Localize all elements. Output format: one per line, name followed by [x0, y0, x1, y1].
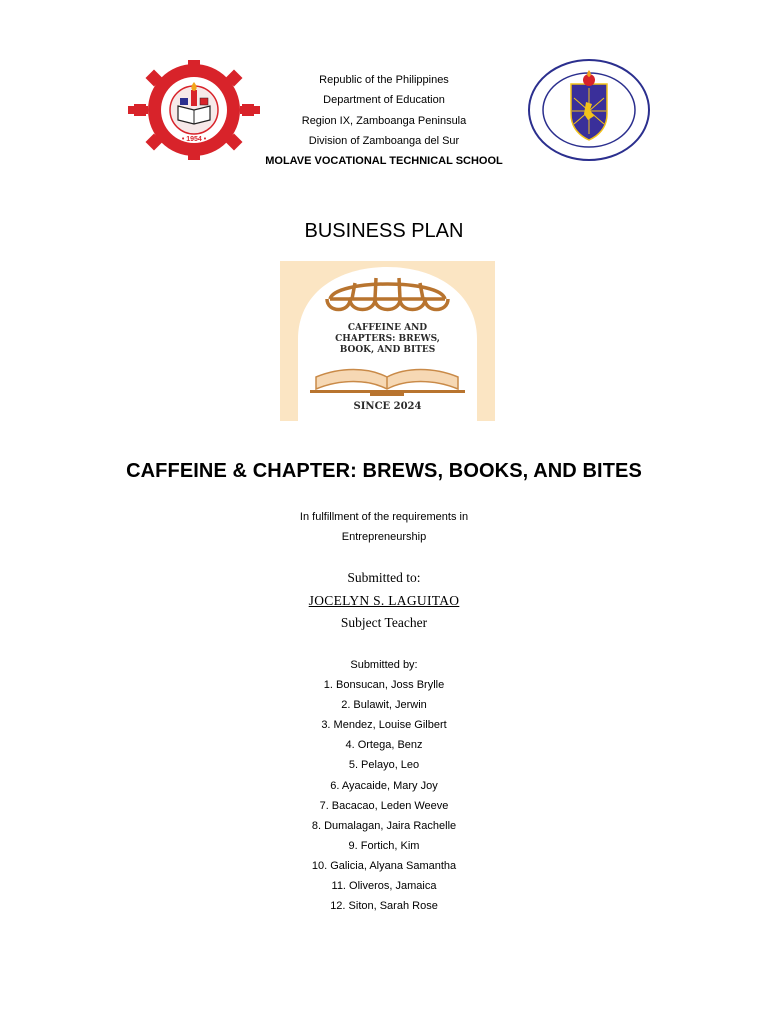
- submitted-to-label: Submitted to:: [347, 570, 421, 585]
- document-type-heading: BUSINESS PLAN: [304, 220, 464, 242]
- submitted-by-label: Submitted by:: [350, 659, 418, 671]
- member-item: 11. Oliveros, Jamaica: [331, 880, 437, 893]
- svg-text:• 1954 •: • 1954 •: [181, 136, 207, 143]
- member-item: 12. Siton, Sarah Rose: [330, 900, 438, 913]
- member-item: 4. Ortega, Benz: [345, 739, 423, 752]
- member-item: 3. Mendez, Louise Gilbert: [321, 719, 447, 732]
- fulfillment-block: [0, 507, 768, 547]
- teacher-name: JOCELYN S. LAGUITAO: [308, 592, 460, 608]
- member-item: 1. Bonsucan, Joss Brylle: [323, 679, 445, 692]
- teacher-role: Subject Teacher: [340, 615, 428, 630]
- plan-logo-line1: CAFFEINE AND: [347, 323, 428, 333]
- plan-logo-line3: BOOK, AND BITES: [339, 345, 436, 355]
- deped-seal-logo: [526, 58, 652, 162]
- business-logo-image: [280, 261, 495, 421]
- member-item: 6. Ayacaide, Mary Joy: [330, 779, 438, 792]
- header-block: [0, 70, 768, 171]
- header-line-republic: Republic of the Philippines: [319, 74, 449, 86]
- member-item: 10. Galicia, Alyana Samantha: [311, 859, 457, 872]
- plan-logo-line2: CHAPTERS: BREWS,: [335, 334, 440, 344]
- business-title: CAFFEINE & CHAPTER: BREWS, BOOKS, AND BITES: [126, 460, 642, 482]
- fulfillment-line2: Entrepreneurship: [341, 531, 427, 543]
- member-item: 8. Dumalagan, Jaira Rachelle: [311, 819, 457, 832]
- submitted-to-block: [0, 567, 768, 635]
- member-item: 7. Bacacao, Leden Weeve: [319, 799, 449, 812]
- submitted-by-block: [0, 655, 768, 916]
- fulfillment-line1: In fulfillment of the requirements in: [299, 511, 469, 523]
- plan-logo-since: SINCE 2024: [353, 401, 422, 412]
- header-line-region: Region IX, Zamboanga Peninsula: [301, 114, 467, 127]
- plan-logo-text: [280, 323, 495, 356]
- member-item: 2. Bulawit, Jerwin: [341, 699, 427, 712]
- member-item: 5. Pelayo, Leo: [348, 759, 420, 772]
- header-line-division: Division of Zamboanga del Sur: [308, 134, 460, 147]
- header-line-department: Department of Education: [323, 94, 445, 107]
- school-name: MOLAVE VOCATIONAL TECHNICAL SCHOOL: [265, 155, 503, 168]
- member-item: 9. Fortich, Kim: [348, 839, 420, 852]
